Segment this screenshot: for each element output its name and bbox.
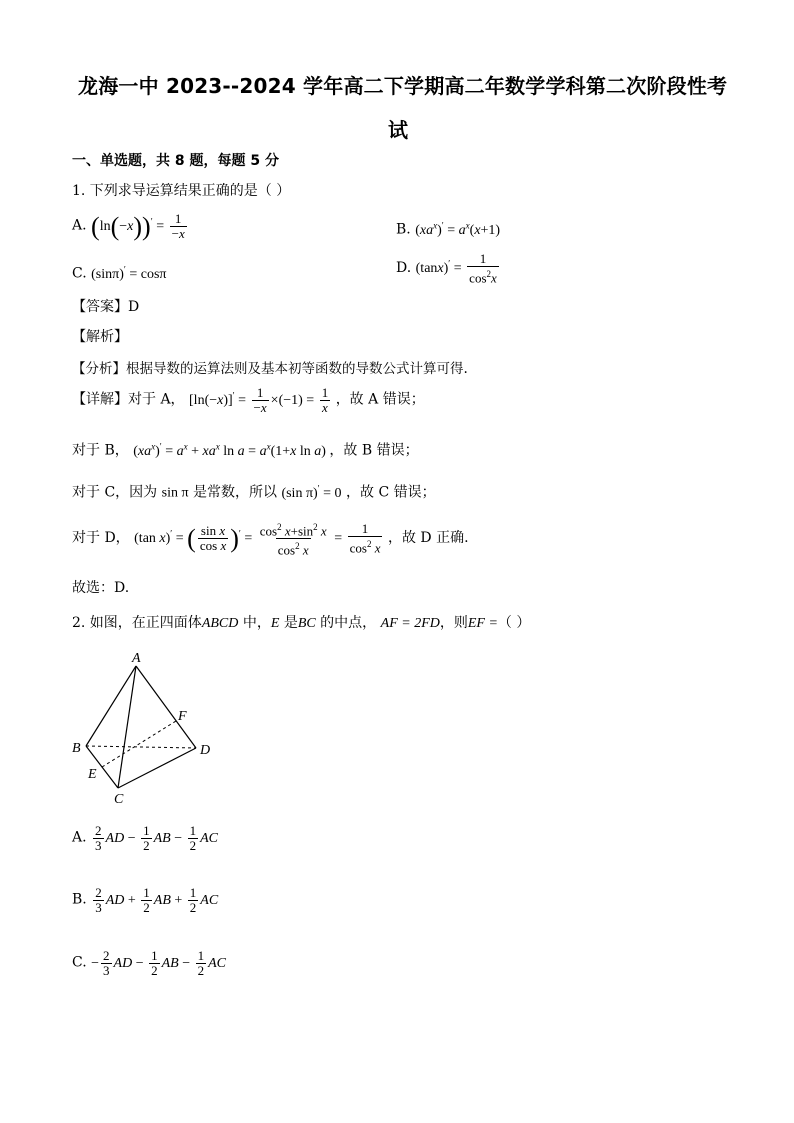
- q2-point-e: E: [270, 616, 280, 631]
- q2-stem-mid4: ，则: [439, 615, 468, 631]
- q1-conclusion: 故选：D.: [72, 580, 130, 596]
- detail-d-lead: 对于 D，: [72, 530, 130, 547]
- detail-c-sinpi: sin π: [161, 485, 189, 501]
- q2-vector-condition: AF = 2FD: [380, 616, 440, 631]
- detail-d-formula: (tan x)′ = ( $\frac{\text{sin x}}{\text{cos x}}$ )′ = $\frac{\cos^2 x+\sin^2 x}{\cos^2 x}$ = $\frac{1}{\cos^2 x}$: [134, 521, 381, 558]
- option-c-formula: (sinπ)′ = cosπ: [91, 264, 167, 282]
- option-a-formula: (ln(−x))′ = $\frac{1}{-x}$: [91, 211, 185, 241]
- option-a-label: A.: [72, 217, 87, 234]
- q2-stem-prefix: 2. 如图，在正四面体: [72, 615, 202, 631]
- edge-ad: [136, 666, 196, 748]
- tetrahedron-figure: [68, 648, 228, 808]
- q2-stem-end: （ ）: [497, 615, 531, 631]
- label-c: C: [114, 792, 124, 807]
- q1-option-d: [396, 252, 501, 285]
- label-b: B: [72, 741, 81, 756]
- option-d-formula: (tanx)′ = $\frac{1}{\cos^2x}$: [415, 251, 497, 286]
- detail-d-end: ，故 D 正确.: [387, 530, 469, 547]
- q2-option-b-formula: $\frac{2}{3}$ AD + $\frac{1}{2}$ AB + $\frac{1}{2}$ AC: [95, 885, 219, 915]
- q1-answer: 【答案】D: [72, 299, 140, 315]
- detail-c-formula: (sin π)′ = 0: [281, 483, 342, 501]
- q1-detail-d: [72, 520, 469, 558]
- option-d-label: D.: [396, 259, 412, 276]
- q1-detail-b: [72, 437, 419, 461]
- detail-c-mid: 是常数，所以: [192, 484, 277, 501]
- q1-detail-a: [72, 386, 425, 415]
- label-e: E: [88, 767, 97, 782]
- option-c-label: C.: [72, 265, 87, 282]
- detail-b-end: ，故 B 错误；: [329, 442, 419, 459]
- q1-option-b: [396, 216, 500, 240]
- q1-detail-c: [72, 479, 436, 503]
- q1-analysis-label: 【解析】: [72, 329, 128, 345]
- segment-ef: [102, 721, 176, 767]
- page-title: 龙海一中 2023--2024 学年高二下学期高二年数学学科第二次阶段性考: [78, 74, 728, 98]
- q2-stem-mid3: 的中点，: [315, 615, 377, 631]
- detail-c-lead: 对于 C，因为: [72, 484, 158, 501]
- section-heading: 一、单选题，共 8 题，每题 5 分: [72, 153, 279, 169]
- q1-option-a: [72, 212, 189, 241]
- q1-option-c: [72, 260, 166, 284]
- label-a: A: [132, 651, 141, 666]
- detail-b-formula: $(xa^x)' = a^x + xa^x$ $\ln a = a^x(1+x$ ln a): [133, 441, 330, 459]
- page-title-continued: 试: [388, 118, 409, 142]
- q2-option-c-formula: − $\frac{2}{3}$ AD − $\frac{1}{2}$ AB − $\frac{1}{2}$ AC: [91, 948, 227, 978]
- question-2-stem: [72, 614, 530, 633]
- q2-option-b: [72, 886, 218, 915]
- label-f: F: [178, 709, 187, 724]
- q1-analysis: 【分析】根据导数的运算法则及基本初等函数的导数公式计算可得.: [72, 361, 468, 377]
- detail-c-end: ，故 C 错误；: [346, 484, 436, 501]
- q2-option-c-label: C.: [72, 954, 87, 971]
- detail-a-end: ，故 A 错误；: [335, 391, 425, 408]
- q2-tetrahedron-name: ABCD: [201, 616, 239, 631]
- label-d: D: [200, 743, 211, 758]
- detail-b-lead: 对于 B，: [72, 442, 129, 459]
- q2-option-c: [72, 949, 226, 978]
- q2-option-a-formula: $\frac{2}{3}$ AD − $\frac{1}{2}$ AB − $\frac{1}{2}$ AC: [95, 823, 218, 853]
- detail-a-formula: [ln(−x)]′ = $\frac{1}{-x}$ ×(−1) = $\frac{1}{x}$: [189, 385, 329, 415]
- q2-stem-mid1: 中，: [238, 615, 271, 631]
- option-b-formula: $(xa^x)' = a^x(x+1)$: [415, 220, 501, 238]
- edge-cd: [118, 748, 196, 788]
- q2-vector-ef: EF =: [467, 616, 498, 631]
- question-1-stem: 1. 下列求导运算结果正确的是（ ）: [72, 183, 291, 199]
- edge-ac: [118, 666, 136, 788]
- q2-stem-mid2: 是: [279, 615, 298, 631]
- detail-a-lead: 【详解】对于 A，: [72, 391, 185, 408]
- q2-option-a: [72, 824, 218, 853]
- q2-segment-bc: BC: [297, 616, 316, 631]
- edge-bd-hidden: [86, 746, 196, 748]
- q2-option-a-label: A.: [72, 829, 87, 846]
- q2-option-b-label: B.: [72, 891, 87, 908]
- option-b-label: B.: [396, 221, 411, 238]
- edge-ab: [86, 666, 136, 746]
